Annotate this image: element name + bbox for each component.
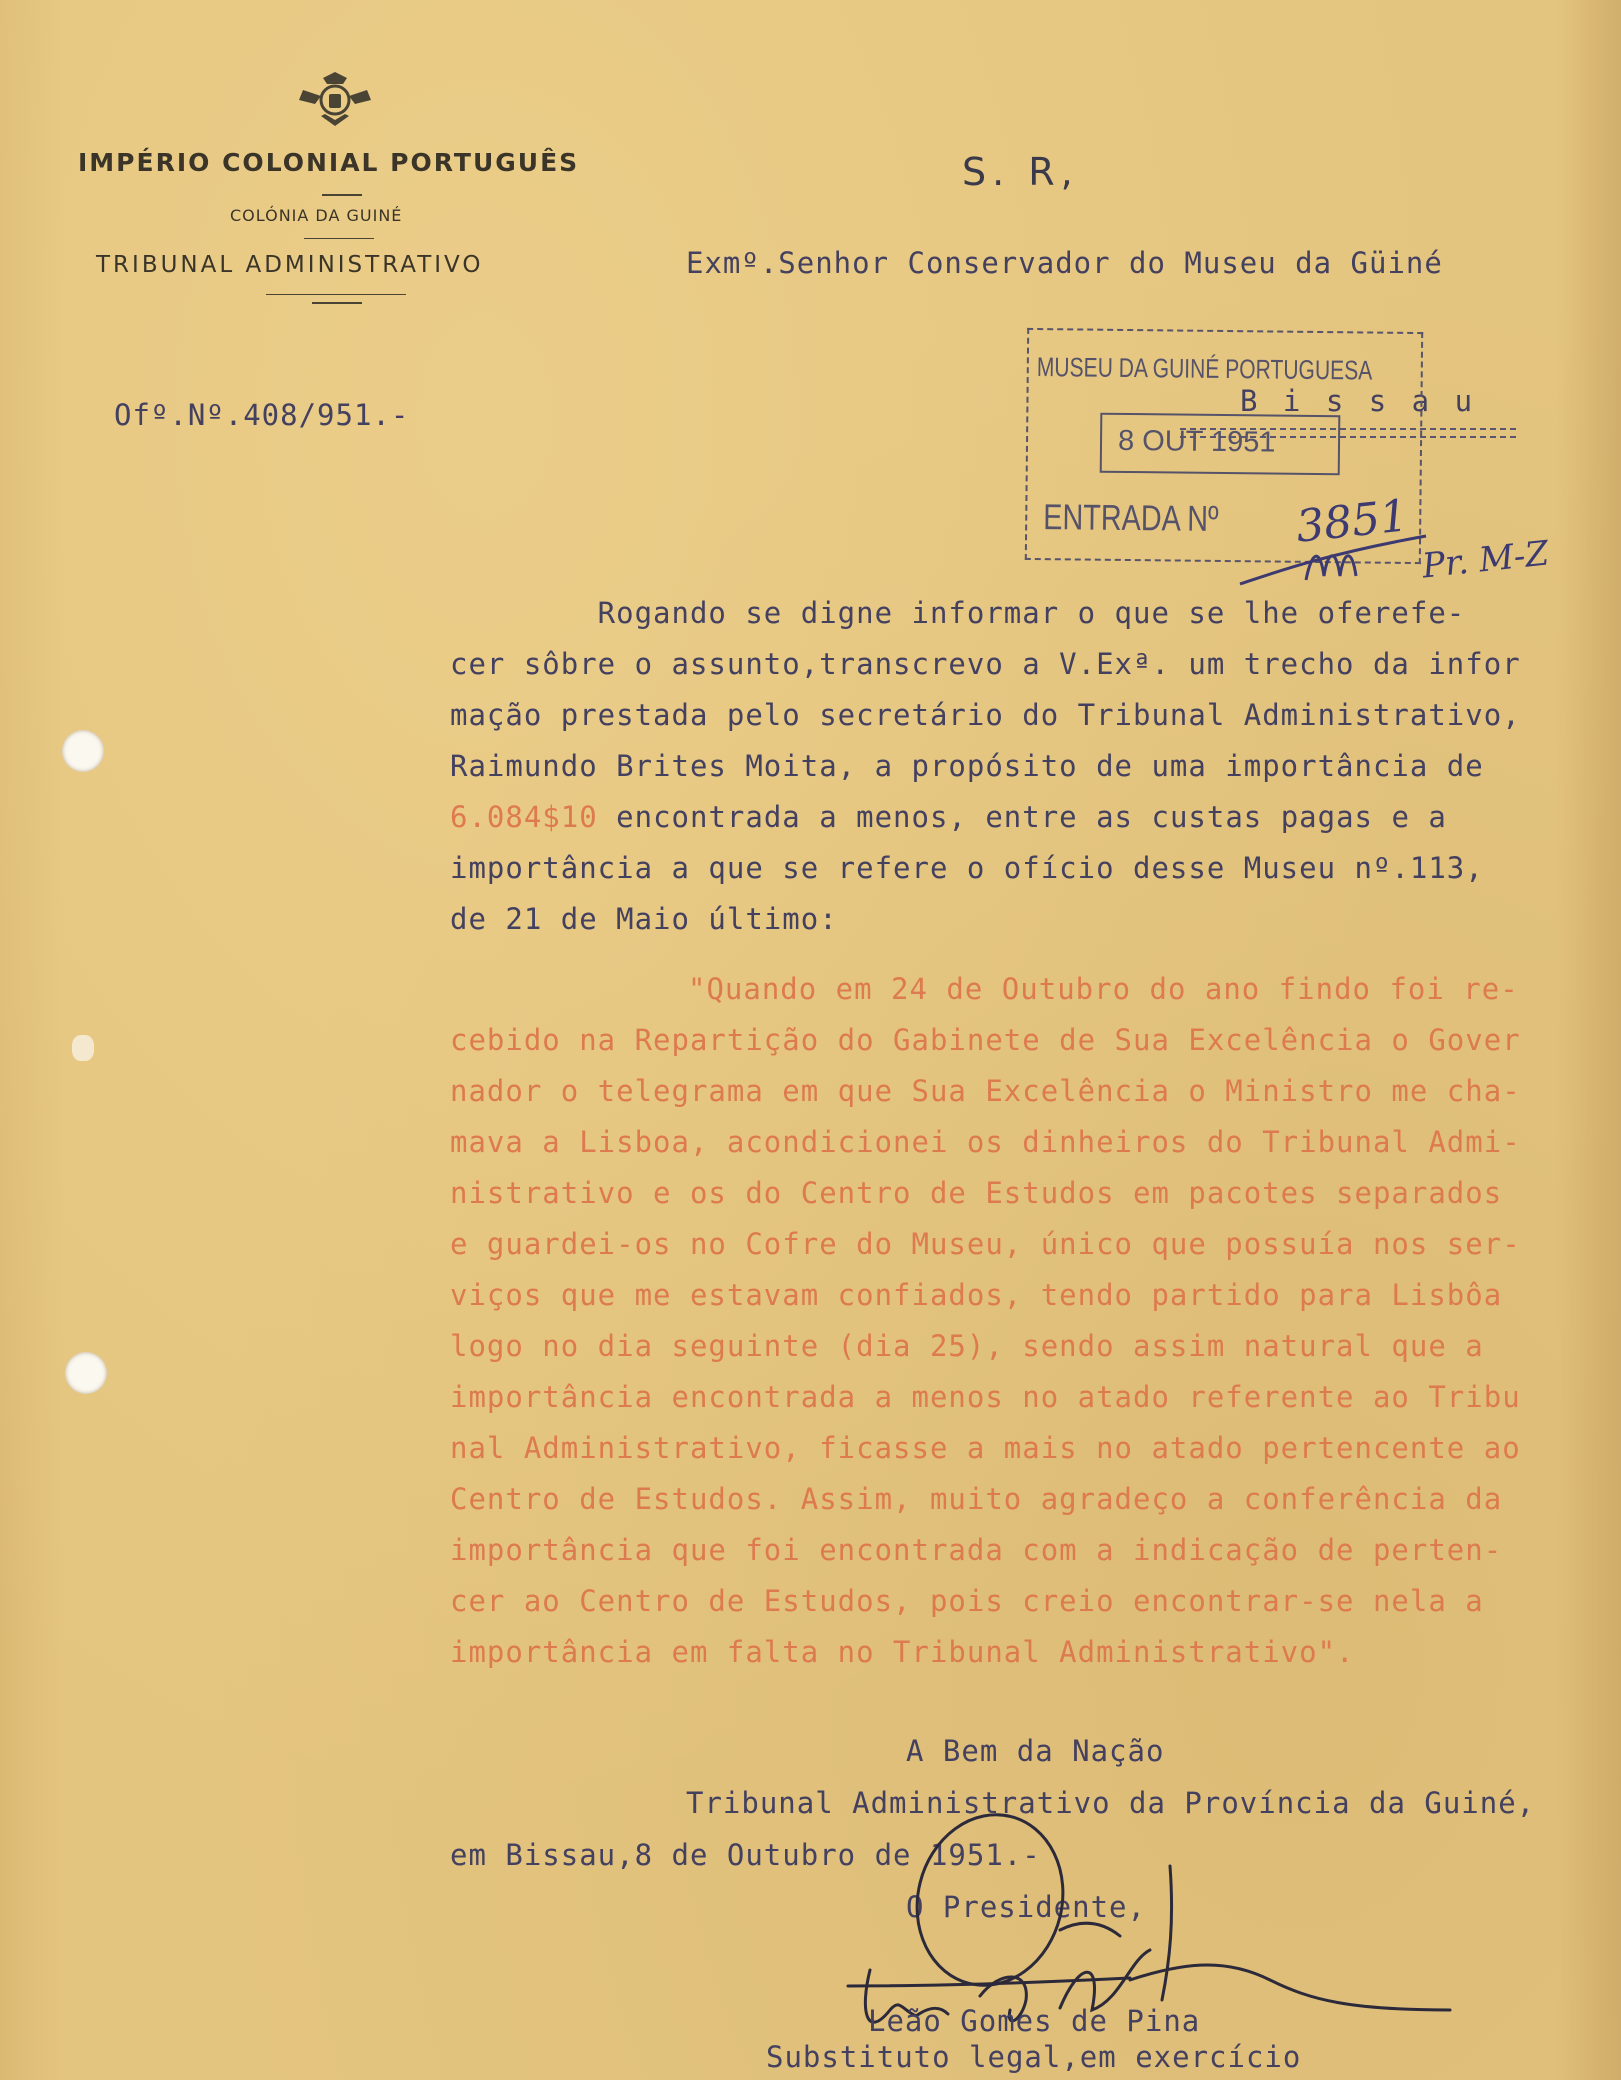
quote-line: cer ao Centro de Estudos, pois creio encontrar-se nela a: [450, 1584, 1484, 1618]
closing-salutation: A Bem da Nação: [906, 1734, 1165, 1768]
body-line: de 21 de Maio último:: [450, 902, 838, 936]
quote-line: nal Administrativo, ficasse a mais no atado pertencente ao: [450, 1431, 1521, 1465]
body-paragraph: [450, 596, 1521, 953]
office-reference: Ofº.Nº.408/951.-: [114, 398, 410, 432]
quoted-passage: [450, 972, 1521, 1686]
signer-name: Leão Gomes de Pina: [868, 2004, 1201, 2038]
letterhead-divider-1: [322, 194, 362, 196]
stamp-title: MUSEU DA GUINÉ PORTUGUESA: [1036, 352, 1373, 386]
punch-hole-bottom: [65, 1352, 107, 1394]
closing-role: O Presidente,: [906, 1890, 1146, 1924]
letterhead: [60, 70, 620, 310]
stamp-entry-number: 3851: [1293, 490, 1411, 553]
amount-spacer: [598, 800, 616, 834]
quote-line: nador o telegrama em que Sua Excelência o Ministro me cha-: [450, 1074, 1521, 1108]
amount: 6.084$10: [450, 800, 598, 834]
paper-tear-mark: [72, 1035, 94, 1061]
letterhead-divider-3: [266, 294, 406, 295]
body-line: importância a que se refere o ofício desse Museu nº.113,: [450, 851, 1484, 885]
addressee: Exmº.Senhor Conservador do Museu da Güiné: [686, 246, 1443, 280]
closing-place-date: em Bissau,8 de Outubro de 1951.-: [450, 1838, 1041, 1872]
coat-of-arms-icon: [295, 70, 375, 132]
letterhead-tribunal: TRIBUNAL ADMINISTRATIVO: [96, 252, 484, 278]
quote-line: logo no dia seguinte (dia 25), sendo assim natural que a: [450, 1329, 1484, 1363]
stamp-handwriting-mark: [1236, 520, 1436, 600]
signer-title: Substituto legal,em exercício: [766, 2040, 1302, 2074]
body-line-amount: [450, 800, 1521, 851]
closing-institution: Tribunal Administrativo da Província da Guiné,: [686, 1786, 1536, 1820]
quote-line: "Quando em 24 de Outubro do ano findo foi re-: [688, 972, 1519, 1006]
body-line: Raimundo Brites Moita, a propósito de uma importância de: [450, 749, 1484, 783]
quote-line: Centro de Estudos. Assim, muito agradeço a conferência da: [450, 1482, 1503, 1516]
body-line: encontrada a menos, entre as custas pagas e a: [616, 800, 1447, 834]
punch-hole-top: [62, 730, 104, 772]
body-line: mação prestada pelo secretário do Tribunal Administrativo,: [450, 698, 1521, 732]
body-line: cer sôbre o assunto,transcrevo a V.Exª. um trecho da infor: [450, 647, 1521, 681]
letterhead-colony: COLÓNIA DA GUINÉ: [230, 206, 403, 225]
quote-line: importância em falta no Tribunal Administrativo".: [450, 1635, 1355, 1669]
stamp-entry-label: ENTRADA Nº: [1043, 496, 1219, 539]
quote-line: nistrativo e os do Centro de Estudos em pacotes separados: [450, 1176, 1503, 1210]
stamp-date-box: [1100, 413, 1341, 476]
stamp-date: 8 OUT 1951: [1117, 424, 1276, 459]
letterhead-empire: IMPÉRIO COLONIAL PORTUGUÊS: [78, 148, 580, 177]
quote-line: e guardei-os no Cofre do Museu, único que possuía nos ser-: [450, 1227, 1521, 1261]
quote-line: cebido na Repartição do Gabinete de Sua Excelência o Gover: [450, 1023, 1521, 1057]
letterhead-divider-4: [312, 302, 362, 304]
city: B i s s a u: [1240, 384, 1477, 418]
quote-line: viços que me estavam confiados, tendo partido para Lisbôa: [450, 1278, 1503, 1312]
quote-line: importância que foi encontrada com a indicação de perten-: [450, 1533, 1503, 1567]
sr-heading: S. R,: [962, 150, 1079, 194]
letterhead-divider-2: [304, 238, 374, 239]
body-line: Rogando se digne informar o que se lhe oferefe-: [450, 596, 1466, 630]
quote-line: importância encontrada a menos no atado referente ao Tribu: [450, 1380, 1521, 1414]
stamp-annotation: Pr. M-Z: [1420, 533, 1551, 587]
quote-line: mava a Lisboa, acondicionei os dinheiros do Tribunal Admi-: [450, 1125, 1521, 1159]
